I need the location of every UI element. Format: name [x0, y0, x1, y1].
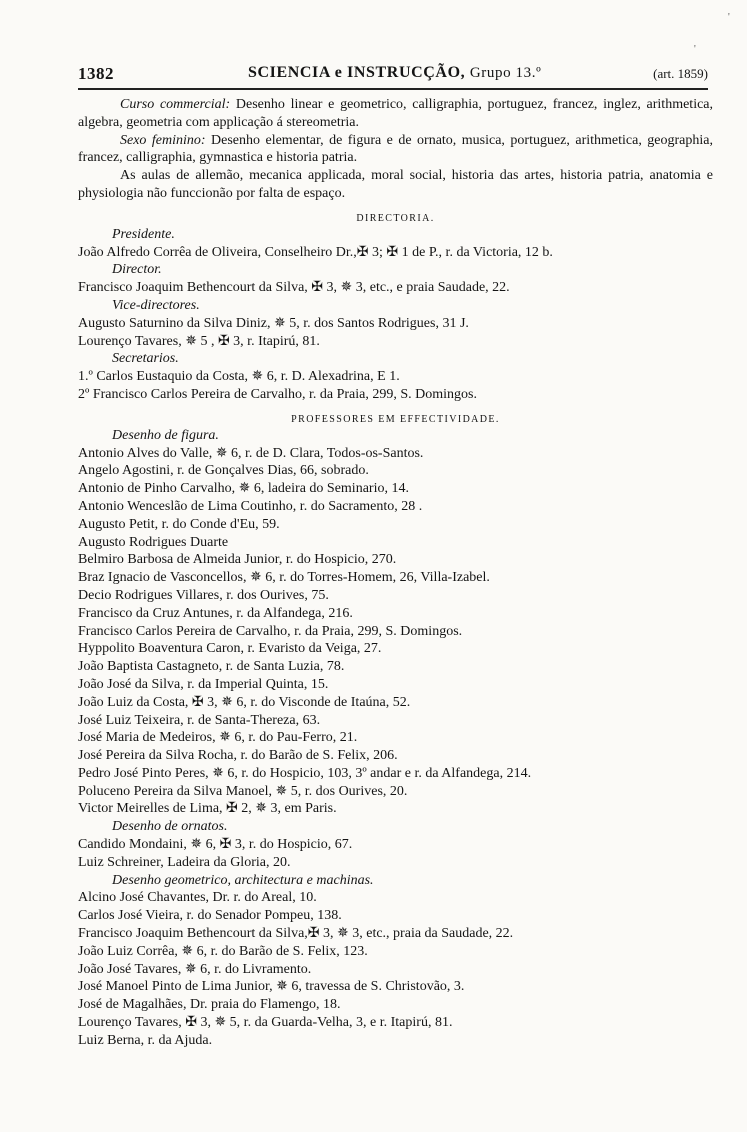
list-item: Carlos José Vieira, r. do Senador Pompeu, 138. [78, 908, 342, 924]
section-heading-professores: PROFESSORES EM EFFECTIVIDADE. [291, 413, 500, 425]
list-item: João José da Silva, r. da Imperial Quinta, 15. [78, 676, 329, 692]
intro-label-feminine: Sexo feminino: [120, 132, 206, 148]
list-item: Poluceno Pereira da Silva Manoel, ✵ 5, r. dos Ourives, 20. [78, 783, 408, 799]
page-header [78, 60, 708, 90]
running-title-group: Grupo 13.º [469, 65, 542, 81]
running-title-main: SCIENCIA e INSTRUCÇÃO, [248, 64, 466, 81]
list-item: José de Magalhães, Dr. praia do Flamengo, 18. [78, 997, 341, 1013]
list-item: Angelo Agostini, r. de Gonçalves Dias, 66, sobrado. [78, 463, 369, 479]
list-item: Lourenço Tavares, ✠ 3, ✵ 5, r. da Guarda-Velha, 3, e r. Itapirú, 81. [78, 1015, 453, 1031]
list-item: Luiz Schreiner, Ladeira da Gloria, 20. [78, 854, 291, 870]
list-item: Victor Meirelles de Lima, ✠ 2, ✵ 3, em Paris. [78, 801, 337, 817]
list-item: Antonio Wenceslão de Lima Coutinho, r. do Sacramento, 28 . [78, 498, 423, 514]
section-heading-directoria: DIRECTORIA. [356, 212, 435, 224]
running-title [248, 64, 541, 82]
intro-paragraph-feminine [78, 132, 713, 168]
entry-director: Francisco Joaquim Bethencourt da Silva, ✠ 3, ✵ 3, etc., e praia Saudade, 22. [78, 280, 510, 296]
page-body [78, 96, 713, 1050]
list-item: José Manoel Pinto de Lima Junior, ✵ 6, travessa de S. Christovão, 3. [78, 979, 465, 995]
list-item: Hyppolito Boaventura Caron, r. Evaristo da Veiga, 27. [78, 641, 382, 657]
intro-paragraph-commercial [78, 96, 713, 132]
intro-text-commercial: Desenho linear e geometrico, calligraphia, portuguez, francez, inglez, arithmetica, algebra, geometria com applicação á stereometria. [78, 97, 714, 130]
subheading-secretarios: Secretarios. [112, 351, 179, 367]
article-reference: (art. 1859) [653, 66, 708, 81]
list-item: Antonio Alves do Valle, ✵ 6, r. de D. Clara, Todos-os-Santos. [78, 445, 424, 461]
list-item: José Pereira da Silva Rocha, r. do Barão de S. Felix, 206. [78, 748, 398, 764]
margin-mark: ' [694, 44, 696, 55]
list-item: Augusto Rodrigues Duarte [78, 534, 229, 550]
list-item: Francisco da Cruz Antunes, r. da Alfandega, 216. [78, 605, 353, 621]
subheading-presidente: Presidente. [112, 226, 175, 242]
margin-mark: ' [728, 12, 730, 23]
entry-vice-director: Lourenço Tavares, ✵ 5 , ✠ 3, r. Itapirú, 81. [78, 333, 320, 349]
list-item: João Luiz Corrêa, ✵ 6, r. do Barão de S. Felix, 123. [78, 943, 368, 959]
list-item: José Maria de Medeiros, ✵ 6, r. do Pau-Ferro, 21. [78, 730, 358, 746]
list-item: João Luiz da Costa, ✠ 3, ✵ 6, r. do Visconde de Itaúna, 52. [78, 694, 411, 710]
subheading-desenho-figura: Desenho de figura. [112, 427, 219, 443]
entry-presidente: João Alfredo Corrêa de Oliveira, Conselheiro Dr.,✠ 3; ✠ 1 de P., r. da Victoria, 12 b. [78, 244, 553, 260]
list-item: José Luiz Teixeira, r. de Santa-Thereza, 63. [78, 712, 321, 728]
list-item: Pedro José Pinto Peres, ✵ 6, r. do Hospicio, 103, 3º andar e r. da Alfandega, 214. [78, 765, 532, 781]
subheading-director: Director. [112, 262, 162, 278]
subheading-desenho-ornatos: Desenho de ornatos. [112, 819, 228, 835]
intro-label-commercial: Curso commercial: [120, 97, 231, 112]
list-item: Alcino José Chavantes, Dr. r. do Areal, 10. [78, 890, 317, 906]
list-item: Luiz Berna, r. da Ajuda. [78, 1032, 213, 1048]
subheading-desenho-geometrico: Desenho geometrico, architectura e machinas. [112, 872, 374, 888]
list-item: Candido Mondaini, ✵ 6, ✠ 3, r. do Hospicio, 67. [78, 837, 353, 853]
list-item: Augusto Petit, r. do Conde d'Eu, 59. [78, 516, 280, 532]
list-item: Belmiro Barbosa de Almeida Junior, r. do Hospicio, 270. [78, 552, 397, 568]
list-item: Antonio de Pinho Carvalho, ✵ 6, ladeira do Seminario, 14. [78, 481, 409, 497]
list-item: Francisco Joaquim Bethencourt da Silva,✠ 3, ✵ 3, etc., praia da Saudade, 22. [78, 926, 514, 942]
intro-paragraph-notes: As aulas de allemão, mecanica applicada, moral social, historia das artes, historia patria, anatomia e physiologia não funccionão por falta de espaço. [78, 168, 713, 201]
entry-vice-director: Augusto Saturnino da Silva Diniz, ✵ 5, r. dos Santos Rodrigues, 31 J. [78, 315, 469, 331]
entry-secretario: 2º Francisco Carlos Pereira de Carvalho, r. da Praia, 299, S. Domingos. [78, 386, 477, 402]
list-item: Francisco Carlos Pereira de Carvalho, r. da Praia, 299, S. Domingos. [78, 623, 463, 639]
subheading-vice-directores: Vice-directores. [112, 297, 200, 313]
list-item: João Baptista Castagneto, r. de Santa Luzia, 78. [78, 659, 345, 675]
entry-secretario: 1.º Carlos Eustaquio da Costa, ✵ 6, r. D. Alexadrina, E 1. [78, 369, 400, 385]
list-item: Decio Rodrigues Villares, r. dos Ourives, 75. [78, 587, 329, 603]
intro-text-feminine: Desenho elementar, de figura e de ornato, musica, portuguez, arithmetica, geographia, francez, calligraphia, gymnastica e historia patria. [78, 132, 713, 166]
list-item: João José Tavares, ✵ 6, r. do Livramento. [78, 961, 312, 977]
page-number: 1382 [78, 64, 114, 83]
list-item: Braz Ignacio de Vasconcellos, ✵ 6, r. do Torres-Homem, 26, Villa-Izabel. [78, 570, 490, 586]
